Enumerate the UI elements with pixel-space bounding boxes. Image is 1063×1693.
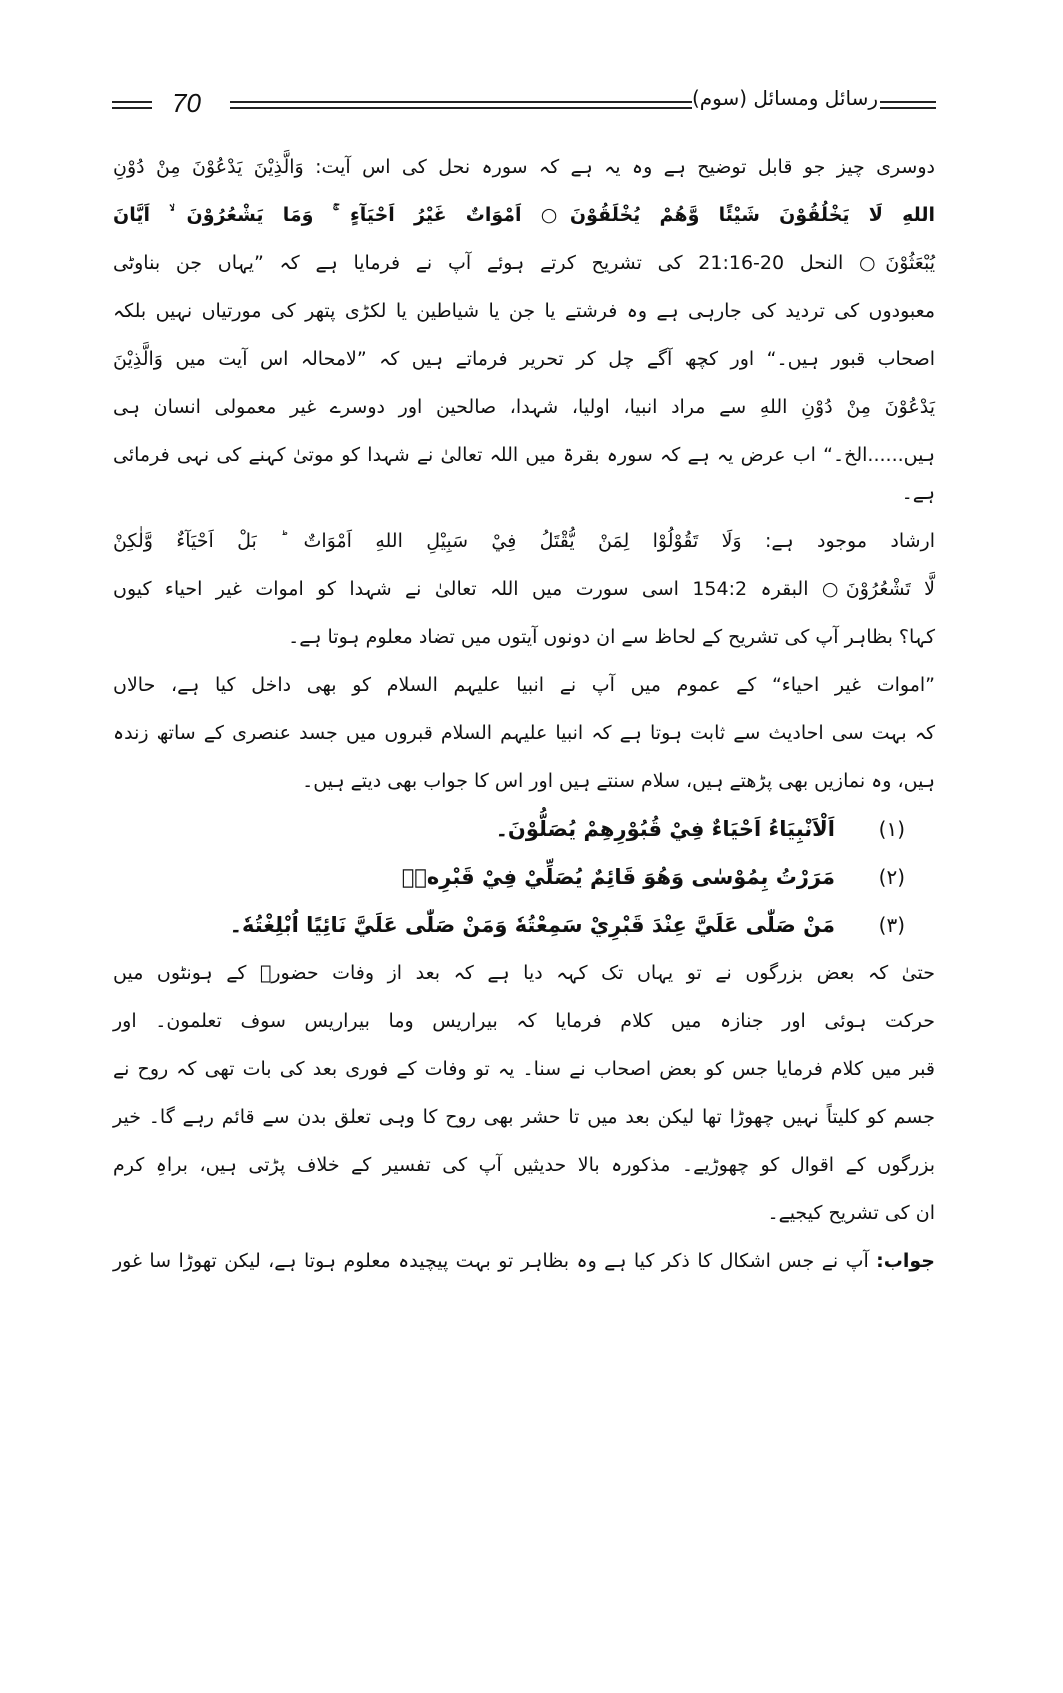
answer-text: آپ نے جس اشکال کا ذکر کیا ہے وہ بظاہر تو بہت پیچیدہ معلوم ہوتا ہے، لیکن تھوڑا سا غور — [113, 1250, 869, 1272]
hadith-number: (۲) — [878, 865, 905, 889]
header-rule — [880, 101, 936, 109]
hadith-text: مَرَرْتُ بِمُوْسٰى وَهُوَ قَائِمٌ يُصَلِّيْ فِيْ قَبْرِهٖ۔ — [401, 865, 835, 889]
running-header — [112, 88, 936, 118]
text-line: کہ بہت سی احادیث سے ثابت ہوتا ہے کہ انبیا علیہم السلام قبروں میں جسد عنصری کے ساتھ زندہ — [113, 722, 935, 744]
text-line: حتیٰ کہ بعض بزرگوں نے تو یہاں تک کہہ دیا ہے کہ بعد از وفات حضورؐ کے ہونٹوں میں — [113, 962, 935, 984]
text-line: ارشاد موجود ہے: وَلَا تَقُوْلُوْا لِمَنْ يُّقْتَلُ فِيْ سَبِيْلِ اللهِ اَمْوَاتٌ ؕ بَلْ اَحْيَآءٌ وَّلٰكِنْ — [113, 530, 935, 552]
hadith-number: (۱) — [878, 817, 905, 841]
page-number: 70 — [172, 88, 201, 118]
header-rule — [112, 101, 152, 109]
hadith-text: اَلْاَنْبِيَاءُ اَحْيَاءٌ فِيْ قُبُوْرِهِمْ يُصَلُّوْنَ۔ — [495, 817, 835, 841]
text-line: بزرگوں کے اقوال کو چھوڑیے۔ مذکورہ بالا حدیثیں آپ کی تفسیر کے خلاف پڑتی ہیں، براہِ کرم — [113, 1154, 935, 1176]
text-line: ہیں......الخ۔“ اب عرض یہ ہے کہ سورہ بقرۃ میں اللہ تعالیٰ نے شہدا کو موتیٰ کہنے کی نہی فرمائی ہے۔ — [113, 444, 935, 504]
text-line: جسم کو کلیتاً نہیں چھوڑا تھا لیکن بعد میں تا حشر بھی روح کا وہی تعلق بدن سے قائم رہے گا۔ خیر — [113, 1106, 935, 1128]
header-rule — [230, 101, 692, 109]
quran-line: اللهِ لَا يَخْلُقُوْنَ شَيْئًا وَّهُمْ يُخْلَقُوْنَ○ اَمْوَاتٌ غَيْرُ اَحْيَآءٍ ۚ وَمَا يَشْعُرُوْنَ ۙ اَيَّانَ — [113, 204, 935, 226]
text-line: اصحاب قبور ہیں۔“ اور کچھ آگے چل کر تحریر فرماتے ہیں کہ ”لامحالہ اس آیت میں وَالَّذِيْنَ — [113, 348, 935, 370]
text-line: کہا؟ بظاہر آپ کی تشریح کے لحاظ سے ان دونوں آیتوں میں تضاد معلوم ہوتا ہے۔ — [288, 626, 935, 648]
answer-label: جواب: — [876, 1250, 935, 1272]
text-line: ان کی تشریح کیجیے۔ — [767, 1202, 935, 1224]
hadith-item — [113, 858, 935, 896]
hadith-number: (۳) — [878, 913, 905, 937]
text-line: حرکت ہوئی اور جنازہ میں کلام فرمایا کہ بیراریس وما بیراریس سوف تعلمون۔ اور — [113, 1010, 935, 1032]
text-line: دوسری چیز جو قابل توضیح ہے وہ یہ ہے کہ سورہ نحل کی اس آیت: وَالَّذِيْنَ يَدْعُوْنَ مِنْ دُوْنِ — [113, 156, 935, 178]
book-title: رسائل ومسائل (سوم) — [691, 86, 878, 110]
page-body — [113, 148, 935, 1290]
text-line: قبر میں کلام فرمایا جس کو بعض اصحاب نے سنا۔ یہ تو وفات کے فوری بعد کی بات تھی کہ روح نے — [113, 1058, 935, 1080]
text-line: لَّا تَشْعُرُوْنَ○ البقرہ 154:2 اسی سورت میں اللہ تعالیٰ نے شہدا کو اموات غیر احیاء کیوں — [113, 578, 936, 600]
hadith-item — [113, 906, 935, 944]
answer-line — [113, 1242, 935, 1280]
text-line: ہیں، وہ نمازیں بھی پڑھتے ہیں، سلام سنتے ہیں اور اس کا جواب بھی دیتے ہیں۔ — [302, 770, 935, 792]
hadith-item — [113, 810, 935, 848]
text-line: يَدْعُوْنَ مِنْ دُوْنِ اللهِ سے مراد انبیا، اولیا، شہدا، صالحین اور دوسرے غیر معمولی انسان ہی — [113, 396, 935, 418]
hadith-text: مَنْ صَلّٰى عَلَيَّ عِنْدَ قَبْرِيْ سَمِعْتُهٗ وَمَنْ صَلّٰى عَلَيَّ نَائِيًا اُبْلِغْتُهٗ۔ — [229, 913, 835, 937]
text-line: ”اموات غیر احیاء“ کے عموم میں آپ نے انبیا علیہم السلام کو بھی داخل کیا ہے، حالاں — [113, 674, 935, 696]
text-line: يُبْعَثُوْنَ○ النحل 20-21:16 کی تشریح کرتے ہوئے آپ نے فرمایا ہے کہ ”یہاں جن بناوٹی — [113, 252, 935, 274]
text-line: معبودوں کی تردید کی جارہی ہے وہ فرشتے یا جن یا شیاطین یا لکڑی پتھر کی مورتیاں نہیں بلکہ — [113, 300, 935, 322]
